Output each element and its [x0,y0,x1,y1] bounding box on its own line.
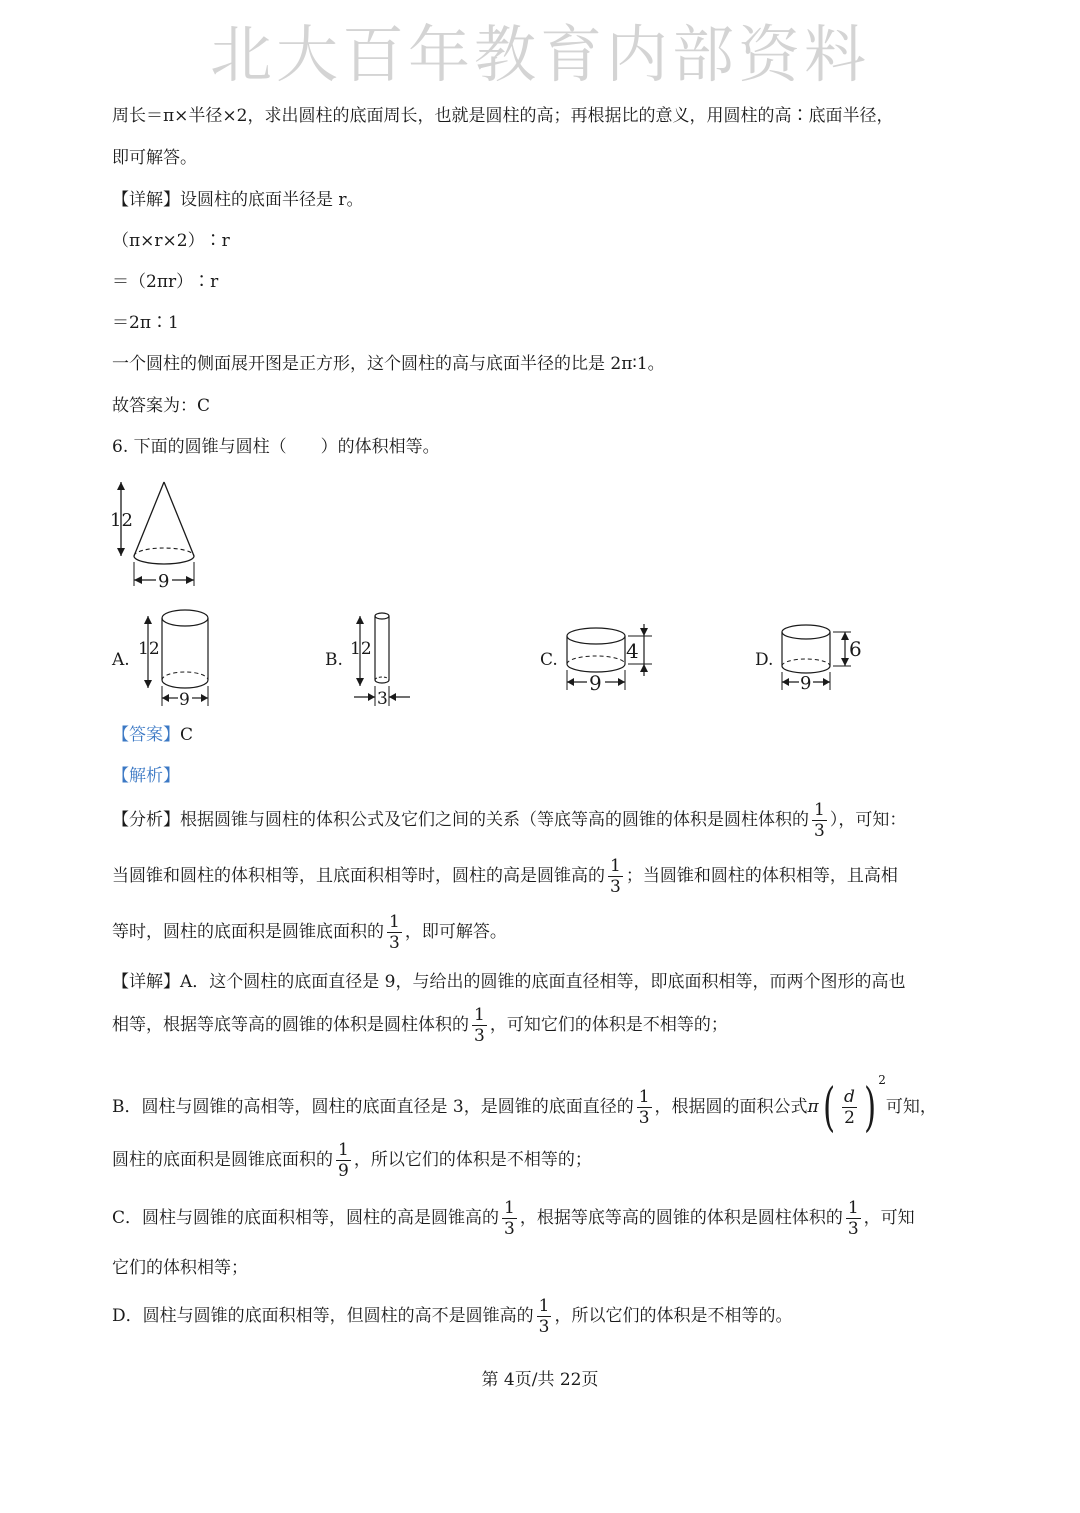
fraction-numerator: 1 [504,1198,515,1218]
fraction-denominator: 3 [389,933,400,953]
option-b-label: B. [325,650,343,670]
fraction-one-third [502,1198,517,1239]
fraction-denominator: 2 [844,1108,855,1128]
watermark: 北大百年教育内部资料 [209,18,870,91]
option-c-height: 4 [626,639,639,663]
fraction-numerator: 1 [474,1005,485,1025]
cone-diameter-label: 9 [158,571,170,592]
option-d-label: D. [755,650,774,670]
option-b-diameter: 3 [377,689,388,709]
fraction-denominator: 3 [847,1219,859,1239]
option-a-diameter: 9 [179,690,190,710]
analysis-line-3 [112,912,507,953]
fraction-numerator: 1 [338,1140,349,1160]
detail-b-line-2 [112,1140,592,1181]
fraction-numerator: 1 [814,800,825,820]
prev-line-2: 即可解答。 [112,148,197,168]
detail-c-line-1 [112,1198,915,1239]
analysis-line-3-text-b: ，即可解答。 [404,922,507,942]
fraction-one-third [637,1087,652,1128]
detail-a-line-2-text-a: 相等，根据等底等高的圆锥的体积是圆柱体积的 [112,1015,469,1035]
fraction-numerator: 1 [389,912,400,932]
detail-b-line-1-text-c: 可知， [885,1097,937,1117]
fraction-one-third [387,912,402,953]
option-c-label: C. [540,650,558,670]
fraction-numerator: 1 [538,1296,550,1316]
fraction-one-third [846,1198,861,1239]
detail-d-line-1-text-b: ，所以它们的体积是不相等的。 [554,1306,793,1326]
detail-c-line-1-text-b: ，根据等底等高的圆锥的体积是圆柱体积的 [519,1208,843,1228]
analysis-line-1-text-a: 【分析】根据圆锥与圆柱的体积公式及它们之间的关系（等底等高的圆锥的体积是圆柱体积的 [112,810,809,830]
prev-answer: 故答案为：C [112,396,211,416]
formula-left-paren: ( [822,1077,835,1138]
formula-exponent: 2 [878,1073,886,1087]
fraction-d-over-2 [842,1087,857,1128]
fraction-one-third [812,800,827,841]
analysis-line-1 [112,800,906,841]
detail-a-line-1: 【详解】A．这个圆柱的底面直径是 9，与给出的圆锥的底面直径相等，即底面积相等，而两个图形的高也 [112,972,906,992]
detail-b-line-2-text-a: 圆柱的底面积是圆锥底面积的 [112,1150,333,1170]
formula-right-paren: ) [863,1077,877,1138]
detail-c-line-2: 它们的体积相等； [112,1258,248,1278]
detail-c-line-1-text-c: ，可知 [863,1208,915,1228]
prev-line-1: 周长＝π×半径×2，求出圆柱的底面周长，也就是圆柱的高；再根据比的意义，用圆柱的高∶底面半径， [112,106,894,126]
analysis-tag: 【解析】 [112,766,180,786]
prev-detail: 【详解】设圆柱的底面半径是 r。 [112,190,364,210]
fraction-denominator: 3 [504,1219,515,1239]
detail-a-line-2 [112,1005,728,1046]
detail-b-line-1-text-a: B．圆柱与圆锥的高相等，圆柱的底面直径是 3，是圆锥的底面直径的 [112,1097,634,1117]
option-a-height: 12 [138,639,160,659]
detail-d-line-1-text-a: D．圆柱与圆锥的底面积相等，但圆柱的高不是圆锥高的 [112,1306,534,1326]
detail-b-line-1-text-b: ，根据圆的面积公式 [654,1097,808,1117]
option-b-cylinder [344,606,416,710]
option-d-height: 6 [849,637,862,661]
answer-tag: 【答案】 [112,725,180,745]
fraction-denominator: 9 [338,1161,349,1181]
detail-b-line-2-text-b: ，所以它们的体积是不相等的； [353,1150,592,1170]
option-d-diameter: 9 [800,673,812,694]
option-b-height: 12 [350,639,372,659]
analysis-line-2 [112,856,898,897]
option-d-cylinder [775,616,875,696]
option-c-diameter: 9 [589,671,602,695]
fraction-denominator: 3 [814,821,825,841]
cone-height-label: 12 [110,510,133,531]
prev-calc-1: （π×r×2）∶r [112,231,230,251]
fraction-denominator: 3 [474,1026,485,1046]
prev-conclusion: 一个圆柱的侧面展开图是正方形，这个圆柱的高与底面半径的比是 2π∶1。 [112,354,665,374]
fraction-one-third [537,1296,552,1337]
detail-c-line-1-text-a: C．圆柱与圆锥的底面积相等，圆柱的高是圆锥高的 [112,1208,500,1228]
fraction-one-third [608,856,623,897]
analysis-line-2-text-a: 当圆锥和圆柱的体积相等，且底面积相等时，圆柱的高是圆锥高的 [112,866,605,886]
fraction-numerator: d [844,1087,855,1107]
fraction-denominator: 3 [610,877,621,897]
prev-calc-3: ＝2π∶1 [112,313,179,333]
fraction-numerator: 1 [638,1087,650,1107]
option-a-cylinder [134,606,224,710]
fraction-denominator: 3 [638,1108,650,1128]
fraction-numerator: 1 [610,856,621,876]
analysis-line-2-text-b: ；当圆锥和圆柱的体积相等，且高相 [625,866,898,886]
option-a-label: A. [112,650,130,670]
analysis-line-3-text-a: 等时，圆柱的底面积是圆锥底面积的 [112,922,384,942]
fraction-numerator: 1 [847,1198,859,1218]
cone-figure [106,474,216,594]
detail-b-line-1 [112,1068,937,1138]
fraction-denominator: 3 [538,1317,550,1337]
pi-symbol: π [807,1097,819,1117]
answer-value: C [180,725,194,745]
fraction-one-third [472,1005,487,1046]
prev-calc-2: ＝（2πr）∶r [112,272,219,292]
analysis-line-1-text-b: ），可知： [829,810,907,830]
detail-a-line-2-text-b: ，可知它们的体积是不相等的； [489,1015,728,1035]
detail-d-line-1 [112,1296,792,1337]
page-footer: 第 4页/共 22页 [481,1370,599,1390]
question-6-stem: 6. 下面的圆锥与圆柱（ ）的体积相等。 [112,437,440,457]
answer-line [112,723,193,747]
fraction-one-ninth [336,1140,351,1181]
option-c-cylinder [560,620,660,700]
